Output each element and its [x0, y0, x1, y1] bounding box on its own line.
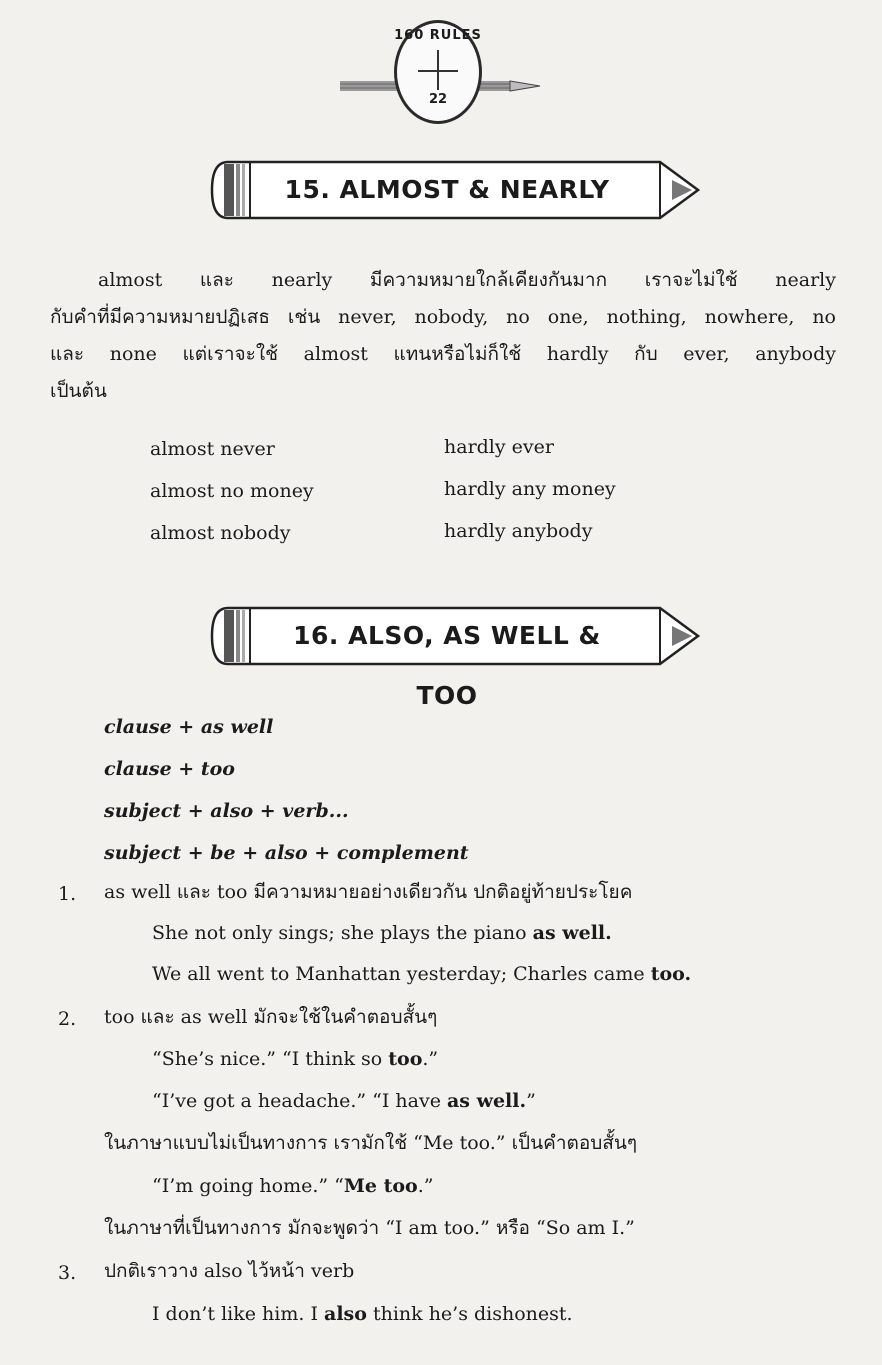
section-15-paragraph	[50, 262, 836, 410]
rule-text: too และ as well มักจะใช้ในคำตอบสั้นๆ	[104, 1006, 438, 1028]
rule-number: 1.	[58, 883, 77, 905]
rule-text: as well และ too มีความหมายอย่างเดียวกัน ปกติอยู่ท้ายประโยค	[104, 881, 633, 903]
emblem-label: 160 RULES	[394, 28, 482, 43]
example-left: almost no money	[150, 480, 314, 502]
example-sentence: I don’t like him. I also think he’s dishonest.	[152, 1303, 573, 1325]
header-emblem	[336, 20, 548, 130]
pattern: clause + as well	[104, 716, 274, 738]
formal-note: ในภาษาที่เป็นทางการ มักจะพูดว่า “I am too.” หรือ “So am I.”	[104, 1217, 635, 1239]
section-title: 15. ALMOST & NEARLY	[284, 175, 610, 204]
paragraph-line: เป็นต้น	[50, 380, 107, 402]
example-sentence: “I’ve got a headache.” “I have as well.”	[152, 1090, 536, 1112]
pattern: clause + too	[104, 758, 235, 780]
paragraph-line: almost และ nearly มีความหมายใกล้เคียงกันมาก เราจะไม่ใช้ nearly	[98, 269, 836, 291]
section-title: 16. ALSO, AS WELL & TOO	[293, 621, 601, 710]
paragraph-line: กับคำที่มีความหมายปฏิเสธ เช่น never, nobody, no one, nothing, nowhere, no	[50, 306, 836, 328]
example-right: hardly any money	[444, 478, 616, 500]
example-left: almost never	[150, 438, 275, 460]
paragraph-line: และ none แต่เราจะใช้ almost แทนหรือไม่ก็ใช้ hardly กับ ever, anybody	[50, 343, 836, 365]
informal-note: ในภาษาแบบไม่เป็นทางการ เรามักใช้ “Me too.” เป็นคำตอบสั้นๆ	[104, 1132, 638, 1154]
example-sentence: “She’s nice.” “I think so too.”	[152, 1048, 439, 1070]
rule-number: 2.	[58, 1008, 77, 1030]
page-number: 22	[428, 92, 448, 107]
example-left: almost nobody	[150, 522, 291, 544]
example-sentence: We all went to Manhattan yesterday; Charles came too.	[152, 963, 692, 985]
example-sentence: She not only sings; she plays the piano as well.	[152, 922, 612, 944]
pattern: subject + also + verb...	[104, 800, 349, 822]
rule-number: 3.	[58, 1262, 77, 1284]
rule-text: ปกติเราวาง also ไว้หน้า verb	[104, 1260, 355, 1282]
example-right: hardly ever	[444, 436, 554, 458]
example-sentence: “I’m going home.” “Me too.”	[152, 1175, 434, 1197]
section-15-banner	[210, 160, 700, 220]
example-right: hardly anybody	[444, 520, 593, 542]
section-16-banner	[210, 606, 700, 710]
pattern: subject + be + also + complement	[104, 842, 469, 864]
